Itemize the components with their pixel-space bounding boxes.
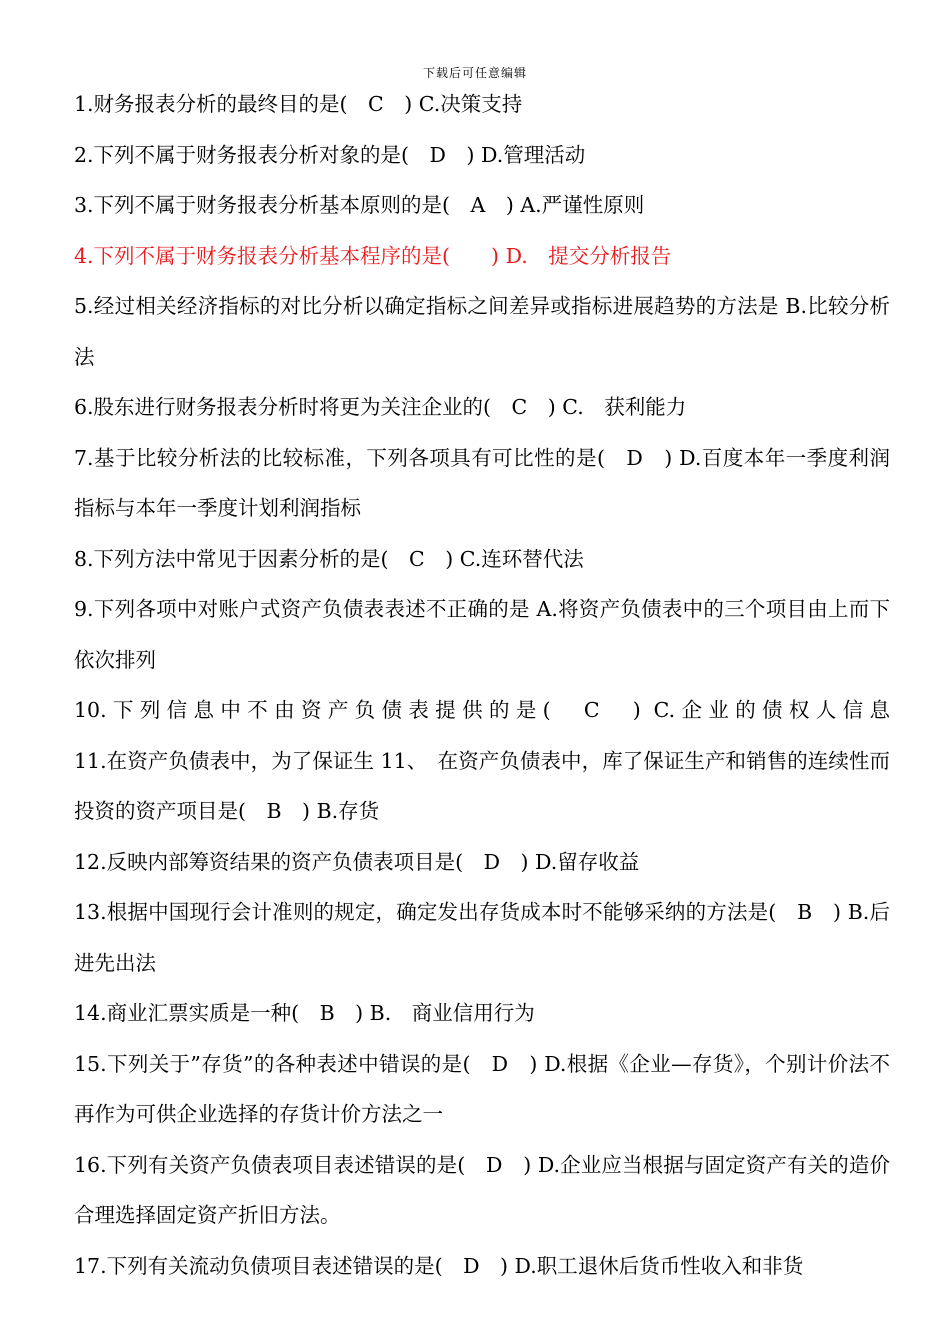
question-5: 5.经过相关经济指标的对比分析以确定指标之间差异或指标进展趋势的方法是 B.比较分析法 — [74, 294, 890, 369]
question-9: 9.下列各项中对账户式资产负债表表述不正确的是 A.将资产负债表中的三个项目由上而下依次排列 — [74, 597, 890, 672]
question-17: 17.下列有关流动负债项目表述错误的是( D ) D.职工退休后货币性收入和非货 — [74, 1253, 804, 1278]
question-3: 3.下列不属于财务报表分析基本原则的是( A ) A.严谨性原则 — [74, 193, 645, 217]
question-15: 15.下列关于”存货”的各种表述中错误的是( D ) D.根据《企业—存货》，个别计价法不再作为可供企业选择的存货计价方法之一 — [74, 1051, 890, 1126]
question-13: 13.根据中国现行会计准则的规定，确定发出存货成本时不能够采纳的方法是( B ) B.后进先出法 — [74, 900, 890, 975]
question-7: 7.基于比较分析法的比较标准，下列各项具有可比性的是( D ) D.百度本年一季度利润指标与本年一季度计划利润指标 — [74, 445, 890, 520]
question-4: 4.下列不属于财务报表分析基本程序的是( ) D. 提交分析报告 — [74, 243, 672, 268]
question-list — [74, 79, 890, 1291]
page-header: 下载后可任意编辑 — [422, 66, 527, 80]
question-2: 2.下列不属于财务报表分析对象的是( D ) D.管理活动 — [74, 142, 586, 167]
question-12: 12.反映内部筹资结果的资产负债表项目是( D ) D.留存收益 — [74, 849, 640, 874]
question-14: 14.商业汇票实质是一种( B ) B. 商业信用行为 — [74, 1001, 535, 1025]
question-8: 8.下列方法中常见于因素分析的是( C ) C.连环替代法 — [74, 546, 584, 571]
question-6: 6.股东进行财务报表分析时将更为关注企业的( C ) C. 获利能力 — [74, 395, 687, 419]
question-11: 11.在资产负债表中，为了保证生 11、 在资产负债表中，库了保证生产和销售的连续性而投资的资产项目是( B ) B.存货 — [74, 748, 890, 823]
question-1: 1.财务报表分析的最终目的是( C ) C.决策支持 — [74, 92, 523, 116]
question-16: 16.下列有关资产负债表项目表述错误的是( D ) D.企业应当根据与固定资产有关的造价合理选择固定资产折旧方法。 — [74, 1152, 890, 1227]
question-10: 10.下列信息中不由资产负债表提供的是( C ) C.企业的债权人信息 — [74, 698, 890, 722]
